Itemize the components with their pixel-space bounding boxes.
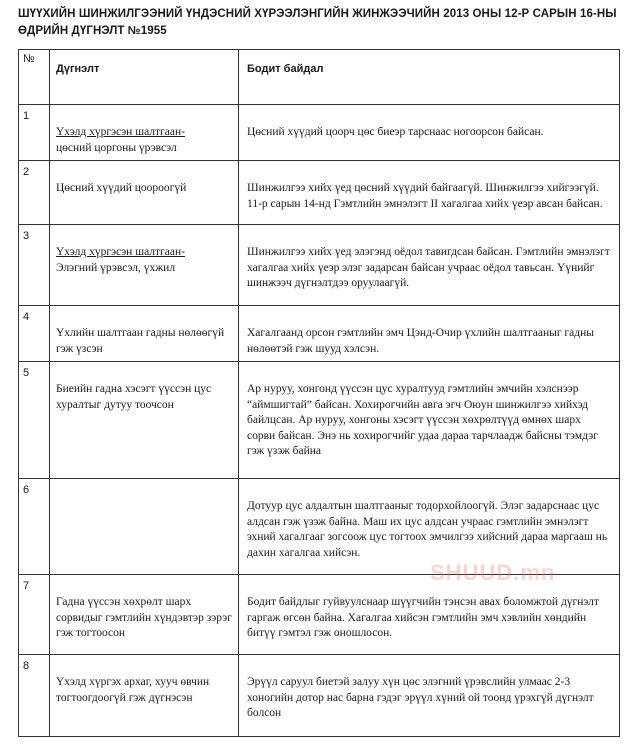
conclusion-cell [50,225,239,306]
conclusion-text: Үхлийн шалтгаан гадны нөлөөгүй гэж үзсэн [56,327,225,355]
row-number: 6 [19,479,50,575]
column-header-reality: Бодит байдал [239,50,620,105]
conclusion-text: Цөсний хүүдий цоороогүй [56,182,187,194]
reality-cell: Шинжилгээ хийх үед цөсний хүүдий байгаагүй. Шинжилгээ хийгээгүй. 11-р сарын 14-нд Гэмтлийн эмнэлэгт II хагалгаа хийх үеэр авсан байсан. [239,161,620,225]
conclusion-cell [50,105,239,161]
row-number: 5 [19,362,50,479]
table-row [19,575,620,655]
conclusion-text: цөсний цоргоны үрэвсэл [56,141,177,154]
conclusion-underlined-text: Үхэлд хүргэсэн шалтгаан- [56,246,185,258]
conclusion-cell [50,655,239,737]
row-number: 3 [19,225,50,306]
reality-cell: Цөсний хүүдий цоорч цөс биеэр тарснаас ногоорсон байсан. [239,105,620,161]
reality-cell: Бодит байдлыг гуйвуулснаар шүүгчийн тэнсэн авах боломжтой дүгнэлт гаргаж өгсөн байна. Хагалгаа хийсэн гэмтлийн эмч хэвлийн хөндийн битүү гэмтэл гэж оношлосон. [239,575,620,655]
row-number: 4 [19,306,50,362]
findings-table [18,49,620,737]
row-number: 7 [19,575,50,655]
site-watermark: SHUUD.mn [430,560,556,585]
reality-cell: Эрүүл саруул биетэй залуу хүн цөс элэгний үрэвслийн улмаас 2-3 хоногийн дотор нас барна гэдэг эрүүл хүний ой тоонд үрэхгүй дүгнэлт болсон [239,655,620,737]
row-number: 1 [19,105,50,161]
table-row [19,306,620,362]
conclusion-text: Үхэлд хүргэх архаг, хууч өвчин тогтоогдоогүй гэж дүгнэсэн [56,676,210,704]
conclusion-underlined-text: Үхэлд хүргэсэн шалтгаан- [56,126,185,138]
row-number: 2 [19,161,50,225]
reality-cell: Ар нуруу, хонгонд үүссэн цус хуралтууд гэмтлийн эмчийн хэлснээр “аймшигтай” байсан. Хохирогчийн авга эгч Оюун шинжилгээ хийхэд байлцсан. Ар нуруу, хонгоны хэсэгт үүссэн хөхрөлтүүд өмнөх шарх сорви байсан. Энэ нь хохирогчийг удаа дараа тарчлаадж байсны тэмдэг гэж үзэж байна [239,362,620,479]
column-header-conclusion: Дүгнэлт [50,50,239,105]
conclusion-cell [50,161,239,225]
conclusion-text: Элэгний үрэвсэл, үхжил [56,261,176,274]
row-number: 8 [19,655,50,737]
table-row [19,225,620,306]
column-header-number: № [19,50,50,105]
conclusion-cell [50,479,239,575]
table-row [19,655,620,737]
conclusion-text: Гадна үүссэн хөхрөлт шарх сорвидыг гэмтлийн хүндэвтэр зэрэг гэж тогтоосон [56,596,232,639]
reality-cell: Хагалгаанд орсон гэмтлийн эмч Цэнд-Очир үхлийн шалтгааныг гадны нөлөөтэй гэж шууд хэлсэн. [239,306,620,362]
table-row [19,105,620,161]
reality-cell: Дотуур цус алдалтын шалтгааныг тодорхойлоогүй. Элэг задарснаас цус алдсан гэж үзэж байна. Маш их цус алдсан учраас гэмтлийн эмнэлэгт эхний хагалгааг зогсоож цус тогтоох эмчилгээ хийсний дараа маргааш нь дахин хагалгаа хийсэн. [239,479,620,575]
document-heading: ШҮҮХИЙН ШИНЖИЛГЭЭНИЙ ҮНДЭСНИЙ ХҮРЭЭЛЭНГИЙН ЖИНЖЭЭЧИЙН 2013 ОНЫ 12-Р САРЫН 16-НЫ ӨДРИЙН ДҮГНЭЛТ №1955 [18,8,617,37]
table-header-row [19,50,620,105]
reality-cell: Шинжилгээ хийх үед элэгэнд оёдол тавигдсан байсан. Гэмтлийн эмнэлэгт хагалгаа хийх үеэр элэг задарсан байсан учраас оёдол тавьсан. Үүнийг шинжээч дүгнэлтдээ оруулаагүй. [239,225,620,306]
table-row [19,161,620,225]
conclusion-cell [50,306,239,362]
table-row [19,362,620,479]
conclusion-cell [50,362,239,479]
conclusion-cell [50,575,239,655]
conclusion-text: Биеийн гадна хэсэгт үүссэн цус хуралтыг дутуу тоочсон [56,383,212,411]
